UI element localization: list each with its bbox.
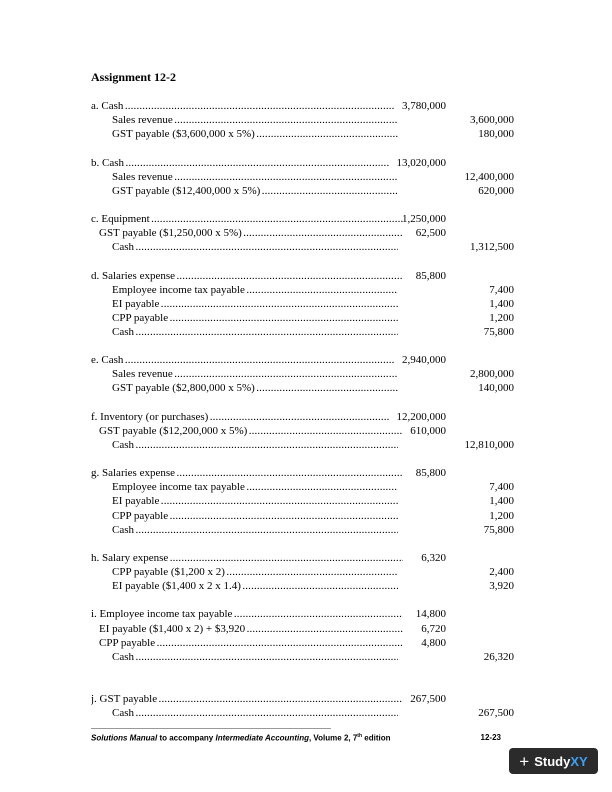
debit-amount: 85,800 — [415, 269, 446, 282]
account-name — [112, 381, 398, 395]
credit-amount: 2,800,000 — [470, 368, 514, 381]
debit-amount: 610,000 — [410, 424, 446, 437]
account-text: j. GST payable — [91, 693, 158, 705]
credit-amount: 26,320 — [483, 650, 514, 663]
account-name — [112, 523, 398, 537]
credit-amount: 1,312,500 — [470, 241, 514, 254]
account-text: Sales revenue — [112, 114, 173, 127]
journal-line — [0, 127, 612, 141]
account-text: h. Salary expense — [91, 551, 169, 564]
journal-line — [0, 706, 612, 720]
journal-line — [0, 579, 612, 593]
studyxy-badge[interactable] — [509, 748, 598, 774]
account-text: GST payable ($12,400,000 x 5%) — [112, 184, 261, 197]
journal-line — [0, 170, 612, 184]
credit-amount: 180,000 — [478, 128, 514, 141]
page-footer — [91, 733, 501, 743]
journal-line — [0, 509, 612, 523]
journal-line — [0, 113, 612, 127]
account-text: Employee income tax payable — [112, 481, 245, 494]
journal-line — [0, 297, 612, 311]
debit-amount: 267,500 — [410, 693, 446, 705]
journal-line — [0, 283, 612, 297]
footer-book: Intermediate Accounting — [215, 733, 309, 743]
credit-amount: 3,920 — [489, 580, 514, 593]
account-name — [112, 509, 398, 523]
account-name — [112, 127, 398, 141]
account-text: Cash — [112, 325, 134, 338]
account-text: Employee income tax payable — [112, 283, 245, 296]
account-text: d. Salaries expense — [91, 269, 175, 282]
account-name — [91, 692, 403, 706]
account-name — [112, 297, 398, 311]
journal-line — [0, 240, 612, 254]
journal-line — [0, 99, 612, 113]
footer-volume: , Volume 2, 7 — [308, 733, 358, 743]
journal-line — [0, 353, 612, 367]
account-name — [112, 113, 398, 127]
credit-amount: 7,400 — [489, 481, 514, 494]
account-text: Cash — [112, 707, 134, 720]
account-text: CPP payable — [112, 311, 169, 324]
credit-amount: 3,600,000 — [470, 114, 514, 127]
account-text: Sales revenue — [112, 170, 173, 183]
debit-amount: 6,720 — [421, 622, 446, 635]
journal-line — [0, 184, 612, 198]
footer-mid: to accompany — [157, 733, 216, 743]
journal-line — [0, 269, 612, 283]
badge-study: Study — [534, 753, 571, 769]
account-name — [112, 565, 398, 579]
debit-amount: 85,800 — [415, 467, 446, 480]
debit-amount: 12,200,000 — [396, 410, 446, 423]
account-name — [99, 424, 403, 438]
journal-line — [0, 424, 612, 438]
account-name — [91, 353, 403, 367]
credit-amount: 7,400 — [489, 283, 514, 296]
credit-amount: 1,400 — [489, 297, 514, 310]
page-number: 12-23 — [480, 733, 501, 742]
badge-label — [534, 754, 587, 769]
debit-amount: 6,320 — [421, 551, 446, 564]
journal-line — [0, 438, 612, 452]
debit-amount: 13,020,000 — [396, 156, 446, 169]
account-name — [91, 156, 390, 170]
account-name — [91, 212, 403, 226]
credit-amount: 620,000 — [478, 184, 514, 197]
credit-amount: 2,400 — [489, 566, 514, 578]
journal-line — [0, 523, 612, 537]
debit-amount: 1,250,000 — [402, 213, 446, 225]
account-name — [112, 283, 398, 297]
credit-amount: 267,500 — [478, 707, 514, 720]
account-name — [112, 579, 398, 593]
journal-line — [0, 381, 612, 395]
journal-line — [0, 311, 612, 325]
account-text: f. Inventory (or purchases) — [91, 410, 209, 423]
account-name — [112, 438, 398, 452]
badge-xy: XY — [570, 753, 588, 769]
account-name — [91, 99, 403, 113]
account-text: EI payable ($1,400 x 2) + $3,920 — [99, 622, 246, 635]
footer-sup: th — [357, 733, 363, 739]
debit-amount: 62,500 — [415, 227, 446, 240]
journal-line — [0, 636, 612, 650]
account-text: e. Cash — [91, 354, 124, 367]
account-name — [112, 367, 398, 381]
credit-amount: 1,200 — [489, 509, 514, 522]
account-name — [112, 311, 398, 325]
journal-line — [0, 692, 612, 706]
credit-amount: 75,800 — [483, 523, 514, 536]
journal-line — [0, 156, 612, 170]
account-name — [112, 240, 398, 254]
account-name — [112, 325, 398, 339]
account-text: EI payable — [112, 297, 160, 310]
journal-line — [0, 565, 612, 579]
account-name — [112, 480, 398, 494]
account-text: CPP payable ($1,200 x 2) — [112, 566, 225, 578]
journal-line — [0, 212, 612, 226]
account-name — [91, 607, 403, 621]
plus-icon: + — [519, 751, 530, 771]
account-name — [91, 410, 390, 424]
journal-line — [0, 622, 612, 636]
page-title: Assignment 12-2 — [91, 70, 177, 84]
account-name — [112, 184, 398, 198]
account-text: a. Cash — [91, 100, 124, 112]
debit-amount: 4,800 — [421, 636, 446, 649]
account-name — [112, 170, 398, 184]
account-name — [112, 706, 398, 720]
credit-amount: 12,810,000 — [464, 438, 514, 451]
journal-line — [0, 466, 612, 480]
credit-amount: 140,000 — [478, 382, 514, 395]
credit-amount: 75,800 — [483, 325, 514, 338]
account-name — [91, 269, 403, 283]
account-text: GST payable ($3,600,000 x 5%) — [112, 128, 255, 141]
credit-amount: 12,400,000 — [464, 170, 514, 183]
account-name — [91, 551, 403, 565]
account-text: g. Salaries expense — [91, 467, 175, 480]
journal-line — [0, 410, 612, 424]
account-name — [112, 650, 398, 664]
account-name — [99, 226, 403, 240]
journal-line — [0, 650, 612, 664]
account-name — [99, 622, 403, 636]
credit-amount: 1,200 — [489, 311, 514, 324]
account-name — [91, 466, 403, 480]
account-text: GST payable ($1,250,000 x 5%) — [99, 227, 242, 240]
journal-line — [0, 325, 612, 339]
account-text: Cash — [112, 438, 134, 451]
account-text: Sales revenue — [112, 368, 173, 381]
account-text: EI payable ($1,400 x 2 x 1.4) — [112, 580, 241, 593]
journal-line — [0, 367, 612, 381]
account-text: GST payable ($12,200,000 x 5%) — [99, 424, 248, 437]
account-text: CPP payable — [112, 509, 169, 522]
debit-amount: 2,940,000 — [402, 354, 446, 367]
account-name — [99, 636, 403, 650]
footer-manual: Solutions Manual — [91, 733, 158, 743]
journal-line — [0, 607, 612, 621]
journal-line — [0, 494, 612, 508]
account-text: Cash — [112, 241, 134, 254]
journal-line — [0, 226, 612, 240]
account-text: EI payable — [112, 495, 160, 508]
footer-divider — [91, 728, 331, 729]
account-text: Cash — [112, 650, 134, 663]
journal-line — [0, 480, 612, 494]
debit-amount: 3,780,000 — [402, 100, 446, 112]
account-text: GST payable ($2,800,000 x 5%) — [112, 382, 255, 395]
footer-edition: edition — [362, 733, 391, 743]
account-text: i. Employee income tax payable — [91, 608, 233, 621]
credit-amount: 1,400 — [489, 495, 514, 508]
account-name — [112, 494, 398, 508]
account-text: b. Cash — [91, 156, 124, 169]
journal-line — [0, 551, 612, 565]
account-text: c. Equipment — [91, 213, 150, 225]
debit-amount: 14,800 — [415, 608, 446, 621]
account-text: Cash — [112, 523, 134, 536]
account-text: CPP payable — [99, 636, 156, 649]
